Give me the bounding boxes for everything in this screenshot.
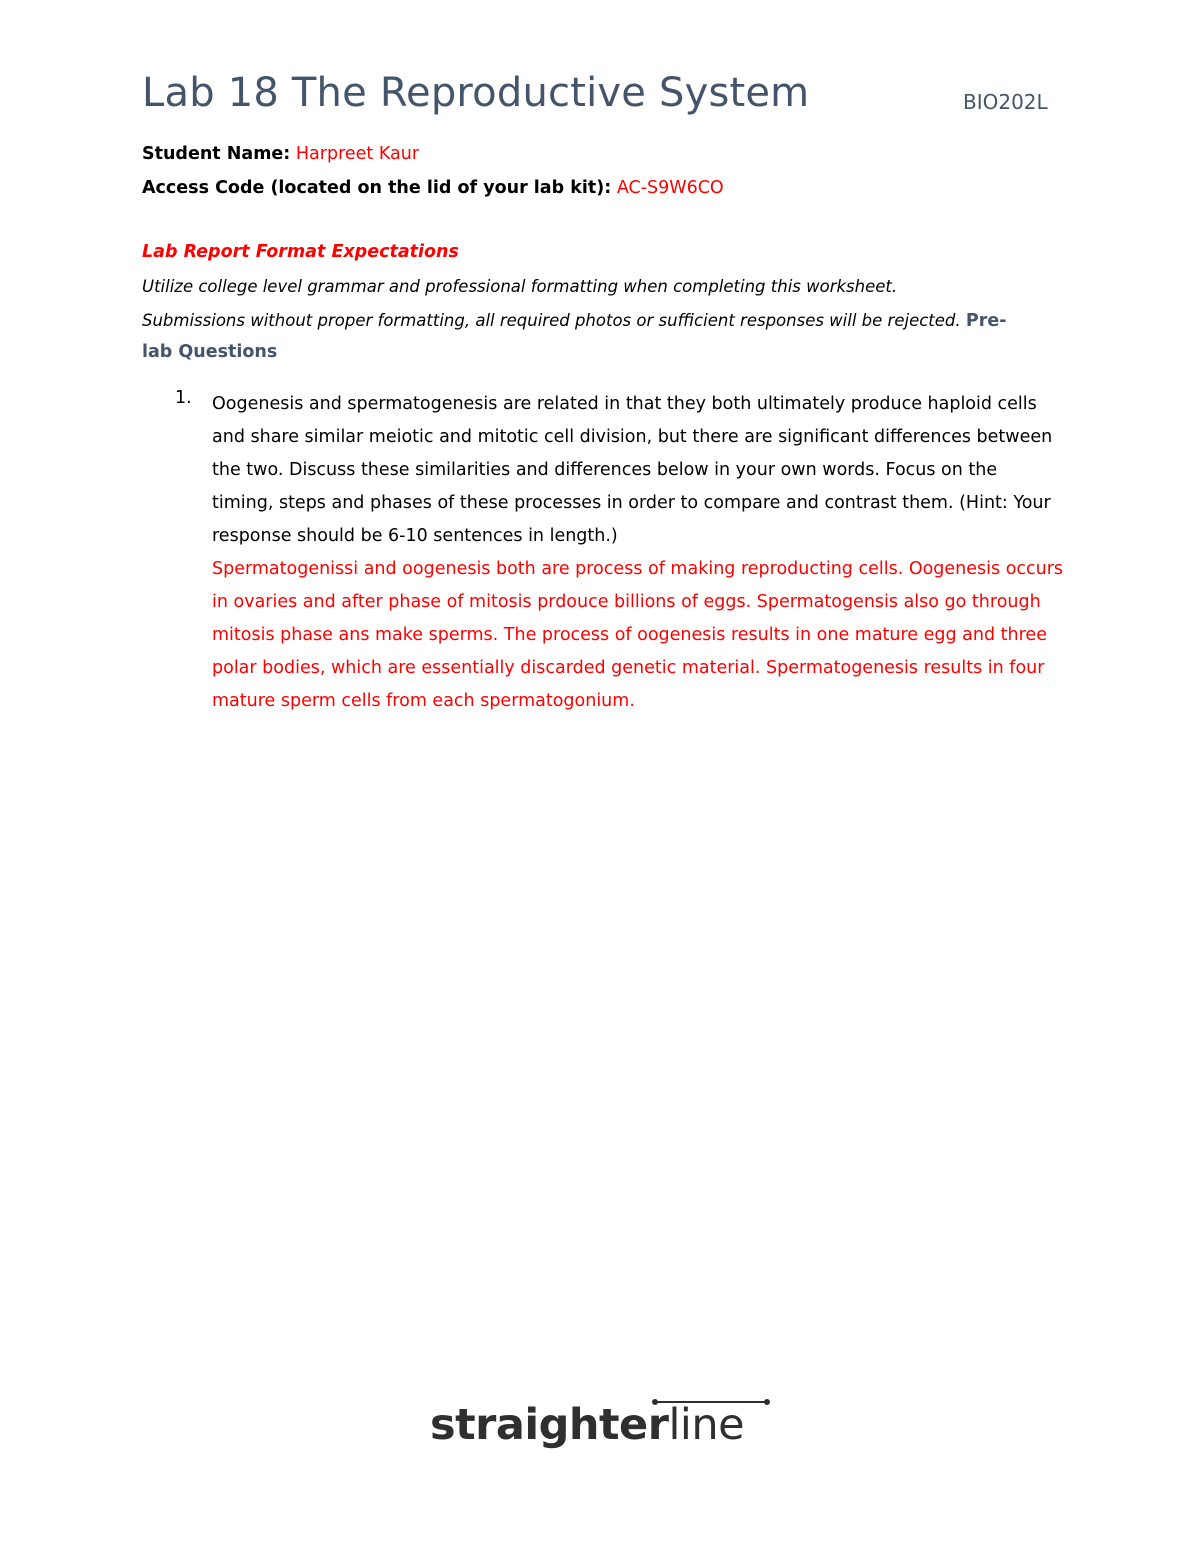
question-number: 1. [175,388,192,408]
prelab-heading-start: Pre- [965,311,1007,331]
logo-dot-right [764,1399,770,1405]
answer-line: in ovaries and after phase of mitosis prdouce billions of eggs. Spermatogensis also go through [212,592,1041,612]
answer-line: polar bodies, which are essentially discarded genetic material. Spermatogenesis results in four [212,658,1045,678]
access-code-value: AC-S9W6CO [616,178,724,198]
question-block [212,388,1062,718]
answer-line: mature sperm cells from each spermatogonium. [212,691,635,711]
student-name-value: Harpreet Kaur [295,144,420,164]
logo-text-bold: straighter [430,1400,669,1450]
access-code-line [142,178,724,198]
question-line: Oogenesis and spermatogenesis are related in that they both ultimately produce haploid cells [212,394,1037,414]
access-code-label: Access Code (located on the lid of your lab kit): [142,178,612,198]
answer-line: mitosis phase ans make sperms. The process of oogenesis results in one mature egg and three [212,625,1047,645]
logo-text-light: line [668,1400,745,1450]
question-line: and share similar meiotic and mitotic cell division, but there are significant differences between [212,427,1053,447]
format-expectations-heading: Lab Report Format Expectations [142,242,459,262]
expectations-line-2 [142,311,1062,331]
logo-wordmark [430,1400,744,1450]
question-line: timing, steps and phases of these processes in order to compare and contrast them. (Hint: Your [212,493,1051,513]
straighterline-logo [430,1398,770,1458]
prelab-heading-end: lab Questions [142,342,278,362]
course-code: BIO202L [963,90,1048,114]
expectations-line-2-text: Submissions without proper formatting, all required photos or sufficient responses will be rejected. [142,311,961,330]
student-name-line [142,144,419,164]
expectations-line-1: Utilize college level grammar and professional formatting when completing this worksheet. [142,277,898,296]
question-line: response should be 6-10 sentences in length.) [212,526,618,546]
student-name-label: Student Name: [142,144,291,164]
answer-line: Spermatogenissi and oogenesis both are process of making reproducting cells. Oogenesis occurs [212,559,1064,579]
page-title: Lab 18 The Reproductive System [142,70,810,116]
question-line: the two. Discuss these similarities and differences below in your own words. Focus on the [212,460,998,480]
